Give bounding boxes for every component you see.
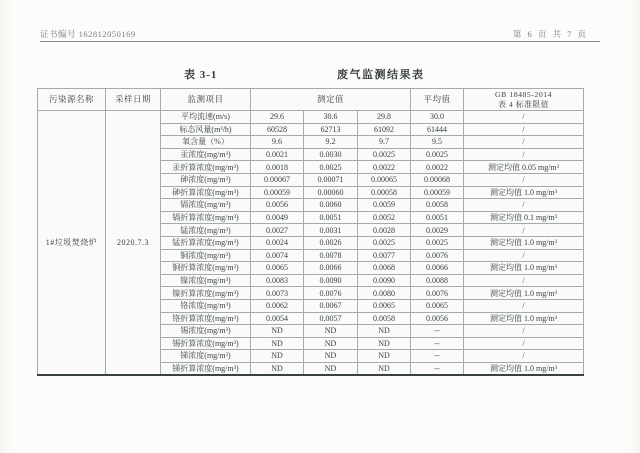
cell-value-3: ND — [358, 350, 411, 363]
cell-value-2: 0.00071 — [304, 173, 358, 186]
cell-average: 0.0022 — [411, 161, 464, 174]
cell-limit: 测定均值 1.0 mg/m³ — [464, 287, 584, 300]
cell-item: 镉浓度(mg/m³) — [161, 199, 251, 212]
cell-average: 9.5 — [411, 136, 464, 149]
cell-value-1: 60528 — [251, 123, 304, 136]
cell-item: 铜折算浓度(mg/m³) — [161, 262, 251, 275]
cell-item: 锰浓度(mg/m³) — [161, 224, 251, 237]
cell-value-3: ND — [358, 325, 411, 338]
cell-limit: / — [464, 148, 584, 161]
cell-value-2: 0.0060 — [304, 199, 358, 212]
cell-limit: 测定均值 0.05 mg/m³ — [464, 161, 584, 174]
col-header-item: 监测项目 — [161, 89, 251, 111]
cell-limit: / — [464, 136, 584, 149]
cell-limit: / — [464, 199, 584, 212]
cell-limit: / — [464, 224, 584, 237]
cell-value-1: 0.0062 — [251, 299, 304, 312]
cell-value-1: 9.6 — [251, 136, 304, 149]
cell-value-1: ND — [251, 350, 304, 363]
cell-value-3: 0.0065 — [358, 299, 411, 312]
cell-value-2: 62713 — [304, 123, 358, 136]
cell-item: 标态风量(m³/h) — [161, 123, 251, 136]
cell-value-1: 0.0083 — [251, 274, 304, 287]
results-table — [37, 88, 584, 376]
cell-value-3: ND — [358, 362, 411, 375]
cell-item: 镍浓度(mg/m³) — [161, 274, 251, 287]
cell-value-2: 0.0076 — [304, 287, 358, 300]
cell-value-3: 0.0025 — [358, 148, 411, 161]
cell-value-2: ND — [304, 350, 358, 363]
cell-value-3: ND — [358, 337, 411, 350]
sample-date-cell: 2020.7.3 — [106, 111, 161, 376]
cell-value-1: ND — [251, 337, 304, 350]
cell-value-1: ND — [251, 325, 304, 338]
cell-value-2: ND — [304, 325, 358, 338]
cell-average: 0.0065 — [411, 299, 464, 312]
cell-value-1: 0.00059 — [251, 186, 304, 199]
cell-limit: / — [464, 350, 584, 363]
cell-value-3: 0.0028 — [358, 224, 411, 237]
cell-limit: / — [464, 299, 584, 312]
cell-value-3: 0.00065 — [358, 173, 411, 186]
cell-value-3: 0.0025 — [358, 236, 411, 249]
cell-value-1: 0.0027 — [251, 224, 304, 237]
cell-value-3: 0.0052 — [358, 211, 411, 224]
cell-limit: / — [464, 325, 584, 338]
cell-average: 0.0058 — [411, 199, 464, 212]
cell-item: 锑折算浓度(mg/m³) — [161, 362, 251, 375]
cell-value-1: 0.0073 — [251, 287, 304, 300]
cell-value-1: 0.00067 — [251, 173, 304, 186]
col-header-source: 污染源名称 — [38, 89, 106, 111]
cell-average: 0.0051 — [411, 211, 464, 224]
cell-value-2: 0.0090 — [304, 274, 358, 287]
cell-average: 0.0056 — [411, 312, 464, 325]
cell-item: 锰折算浓度(mg/m³) — [161, 236, 251, 249]
cell-limit: / — [464, 173, 584, 186]
cell-average: 0.0076 — [411, 249, 464, 262]
cell-item: 汞折算浓度(mg/m³) — [161, 161, 251, 174]
cell-value-3: 0.0077 — [358, 249, 411, 262]
cell-item: 砷浓度(mg/m³) — [161, 173, 251, 186]
cell-value-1: 0.0054 — [251, 312, 304, 325]
cell-limit: / — [464, 274, 584, 287]
header-divider — [40, 41, 600, 42]
col-header-limit — [464, 89, 584, 111]
cell-value-2: 0.0067 — [304, 299, 358, 312]
cell-limit: 测定均值 1.0 mg/m³ — [464, 312, 584, 325]
cell-average: -- — [411, 325, 464, 338]
cell-value-3: 0.0068 — [358, 262, 411, 275]
cell-item: 砷折算浓度(mg/m³) — [161, 186, 251, 199]
cell-limit: 测定均值 0.1 mg/m³ — [464, 211, 584, 224]
cell-value-1: 0.0056 — [251, 199, 304, 212]
cell-limit: 测定均值 1.0 mg/m³ — [464, 236, 584, 249]
cell-value-3: 0.0090 — [358, 274, 411, 287]
col-header-measured: 测定值 — [251, 89, 411, 111]
cell-value-1: 0.0074 — [251, 249, 304, 262]
cell-average: 0.0025 — [411, 236, 464, 249]
cell-average: 0.0025 — [411, 148, 464, 161]
cell-value-3: 61092 — [358, 123, 411, 136]
cell-average: 0.00068 — [411, 173, 464, 186]
cell-value-1: 29.6 — [251, 111, 304, 124]
cell-limit: 测定均值 1.0 mg/m³ — [464, 262, 584, 275]
cell-average: -- — [411, 362, 464, 375]
cell-average: -- — [411, 337, 464, 350]
cell-limit: 测定均值 1.0 mg/m³ — [464, 186, 584, 199]
cell-limit: / — [464, 111, 584, 124]
cell-value-3: 0.0080 — [358, 287, 411, 300]
cell-item: 镍折算浓度(mg/m³) — [161, 287, 251, 300]
table-number-label: 表 3-1 — [184, 69, 218, 81]
certificate-number: 证书编号 162812050169 — [40, 29, 136, 39]
cell-value-2: 0.0051 — [304, 211, 358, 224]
cell-value-2: 30.6 — [304, 111, 358, 124]
cell-value-2: 0.0031 — [304, 224, 358, 237]
cell-item: 锡浓度(mg/m³) — [161, 325, 251, 338]
cell-item: 平均流速(m/s) — [161, 111, 251, 124]
cell-average: 0.0029 — [411, 224, 464, 237]
cell-value-2: 0.0030 — [304, 148, 358, 161]
cell-value-2: 0.0078 — [304, 249, 358, 262]
cell-value-1: 0.0018 — [251, 161, 304, 174]
cell-average: 30.0 — [411, 111, 464, 124]
cell-value-3: 29.8 — [358, 111, 411, 124]
cell-item: 铬浓度(mg/m³) — [161, 299, 251, 312]
limit-header-line1: GB 18485-2014 — [495, 89, 553, 99]
limit-header-line2: 表 4 标准限值 — [498, 99, 549, 109]
cell-item: 锑浓度(mg/m³) — [161, 350, 251, 363]
cell-value-2: 0.0025 — [304, 161, 358, 174]
cell-item: 镉折算浓度(mg/m³) — [161, 211, 251, 224]
cell-value-2: 0.0057 — [304, 312, 358, 325]
cell-value-1: 0.0021 — [251, 148, 304, 161]
cell-item: 锡折算浓度(mg/m³) — [161, 337, 251, 350]
cell-value-2: 0.00060 — [304, 186, 358, 199]
cell-value-1: ND — [251, 362, 304, 375]
cell-value-2: 0.0066 — [304, 262, 358, 275]
cell-value-1: 0.0024 — [251, 236, 304, 249]
cell-value-2: ND — [304, 337, 358, 350]
cell-value-3: 0.0022 — [358, 161, 411, 174]
cell-item: 铬折算浓度(mg/m³) — [161, 312, 251, 325]
col-header-date: 采样日期 — [106, 89, 161, 111]
cell-average: 0.00059 — [411, 186, 464, 199]
page-indicator: 第 6 页 共 7 页 — [512, 29, 588, 39]
cell-limit: / — [464, 337, 584, 350]
cell-value-3: 0.0059 — [358, 199, 411, 212]
cell-value-2: 0.0026 — [304, 236, 358, 249]
cell-item: 铜浓度(mg/m³) — [161, 249, 251, 262]
table-row — [38, 111, 584, 124]
cell-value-2: ND — [304, 362, 358, 375]
cell-average: 0.0076 — [411, 287, 464, 300]
cell-value-2: 9.2 — [304, 136, 358, 149]
cell-average: -- — [411, 350, 464, 363]
col-header-average: 平均值 — [411, 89, 464, 111]
cell-limit: 测定均值 1.0 mg/m³ — [464, 362, 584, 375]
cell-average: 0.0088 — [411, 274, 464, 287]
cell-item: 汞浓度(mg/m³) — [161, 148, 251, 161]
cell-average: 61444 — [411, 123, 464, 136]
cell-value-3: 0.0058 — [358, 312, 411, 325]
cell-limit: / — [464, 249, 584, 262]
table-header-row — [38, 89, 584, 111]
cell-limit: / — [464, 123, 584, 136]
cell-average: 0.0066 — [411, 262, 464, 275]
cell-item: 氧含量（%） — [161, 136, 251, 149]
cell-value-3: 9.7 — [358, 136, 411, 149]
pollution-source-cell: 1#垃圾焚烧炉 — [38, 111, 106, 376]
cell-value-1: 0.0049 — [251, 211, 304, 224]
cell-value-1: 0.0065 — [251, 262, 304, 275]
cell-value-3: 0.00058 — [358, 186, 411, 199]
table-title: 废气监测结果表 — [337, 69, 425, 81]
